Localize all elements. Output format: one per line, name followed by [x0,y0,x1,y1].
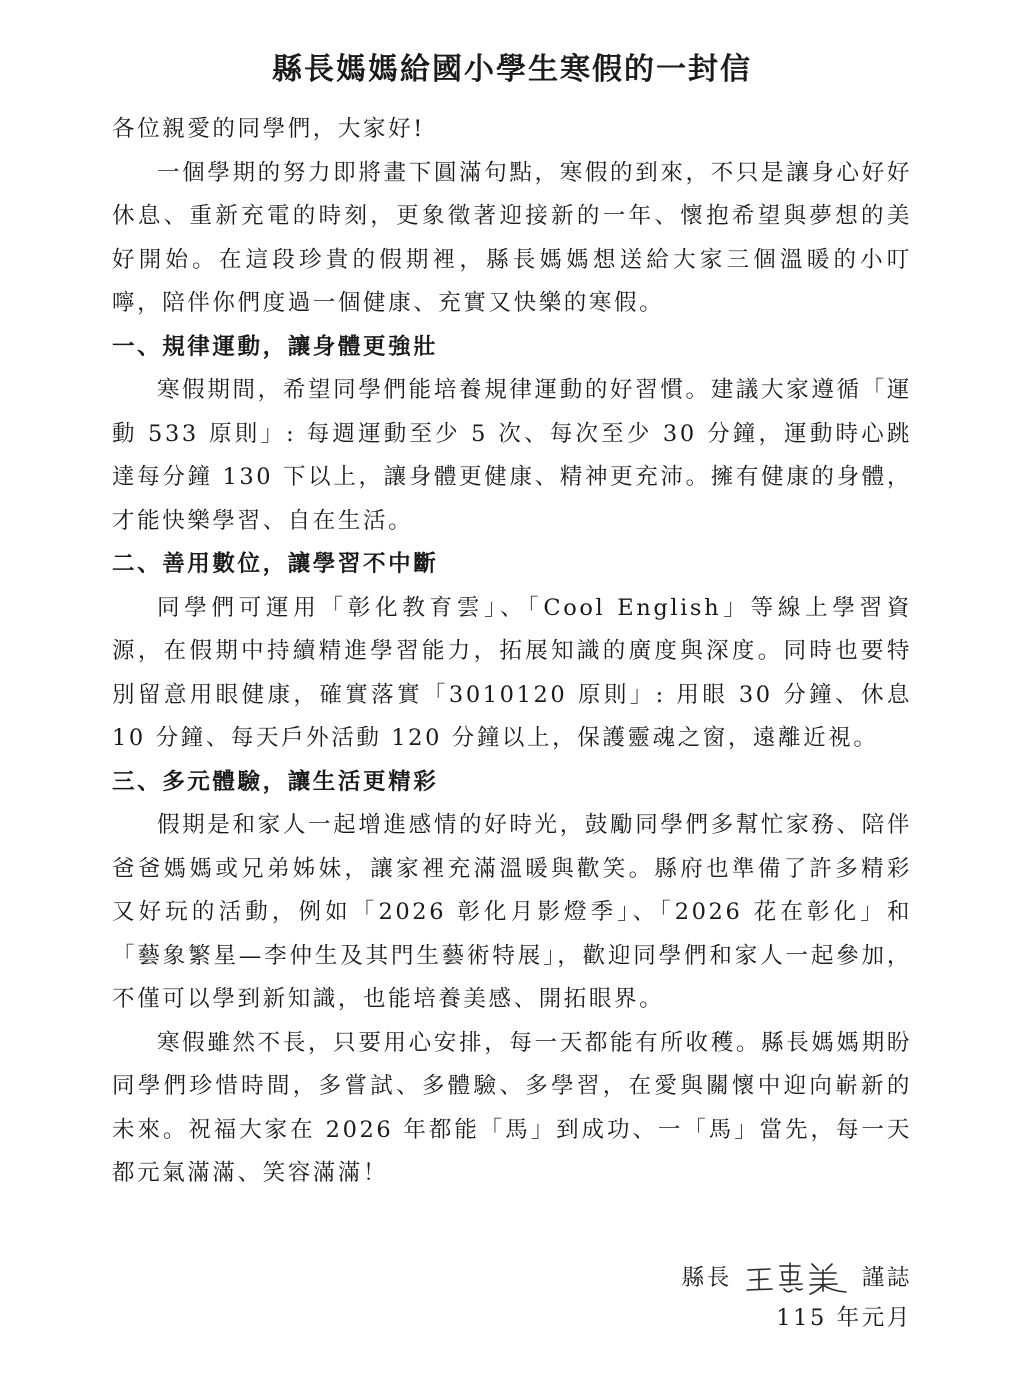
section-heading-digital: 二、善用數位，讓學習不中斷 [112,551,439,577]
section-heading-experience: 三、多元體驗，讓生活更精彩 [112,768,439,795]
letter-title: 縣長媽媽給國小學生寒假的一封信 [272,52,752,87]
greeting: 各位親愛的同學們，大家好! [112,116,425,142]
section-body-exercise: 寒假期間，希望同學們能培養規律運動的好習慣。建議大家遵循「運動 533 原則」: 每週運動至少 5 次、每次至少 30 分鐘，運動時心跳達每分鐘 130 下以上，讓身體更健康、精神更充沛。擁有健康的身體，才能快樂學習、自在生活。 [112,377,912,534]
letter [112,50,922,1196]
signature-block [600,1258,912,1338]
signer-title: 縣長 [681,1265,732,1291]
closing-paragraph: 寒假雖然不長，只要用心安排，每一天都能有所收穫。縣長媽媽期盼同學們珍惜時間，多嘗試、多體驗、多學習，在愛與關懷中迎向嶄新的未來。祝福大家在 2026 年都能「馬」到成功、一「馬」當先，每一天都元氣滿滿、笑容滿滿！ [112,1029,912,1186]
section-body-digital: 同學們可運用「彰化教育雲」、「Cool English」等線上學習資源，在假期中持續精進學習能力，拓展知識的廣度與深度。同時也要特別留意用眼健康，確實落實「3010120 原則」: 用眼 30 分鐘、休息 10 分鐘、每天戶外活動 120 分鐘以上，保護靈魂之窗，遠離近視。 [112,594,922,751]
signature-line [600,1258,912,1298]
section-body-experience: 假期是和家人一起增進感情的好時光，鼓勵同學們多幫忙家務、陪伴爸爸媽媽或兄弟姊妹，讓家裡充滿溫暖與歡笑。縣府也準備了許多精彩又好玩的活動，例如「2026 彰化月影燈季」、「2026 花在彰化」和「藝象繁星—李仲生及其門生藝術特展」，歡迎同學們和家人一起參加，不僅可以學到新知識，也能培養美感、開拓眼界。 [112,812,912,1012]
signer-suffix: 謹誌 [861,1265,912,1291]
letter-date: 115 年元月 [776,1305,912,1331]
handwritten-signature [742,1258,852,1298]
section-heading-exercise: 一、規律運動，讓身體更強壯 [112,333,439,360]
intro-paragraph: 一個學期的努力即將畫下圓滿句點，寒假的到來，不只是讓身心好好休息、重新充電的時刻，更象徵著迎接新的一年、懷抱希望與夢想的美好開始。在這段珍貴的假期裡，縣長媽媽想送給大家三個溫暖的小叮嚀，陪伴你們度過一個健康、充實又快樂的寒假。 [112,159,912,316]
